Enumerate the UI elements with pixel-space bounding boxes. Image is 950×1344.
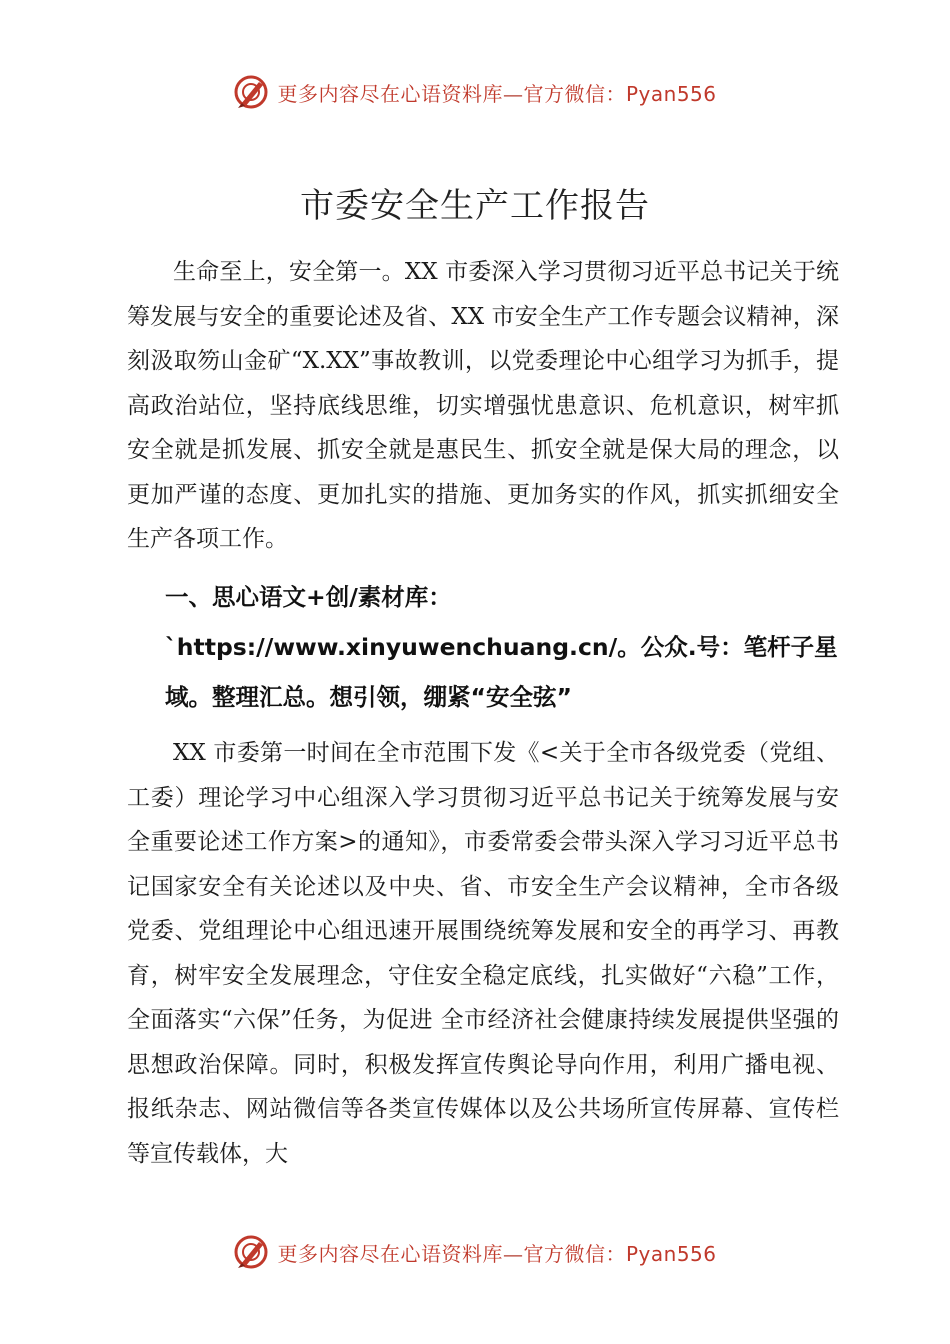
section-heading-1: 一、思心语文+创/素材库：`https://www.xinyuwenchuang.cn/。公众.号：笔杆子星域。整理汇总。想引领，绷紧“安全弦”: [165, 583, 838, 711]
header-watermark-banner: [0, 70, 950, 114]
document-title: 市委安全生产工作报告: [300, 186, 650, 226]
paragraph-intro: 生命至上，安全第一。XX 市委深入学习贯彻习近平总书记关于统筹发展与安全的重要论述及省、XX 市安全生产工作专题会议精神，深刻汲取笏山金矿“X.XX”事故教训，以党委理论中心组学习为抓手，提高政治站位，坚持底线思维，切实增强忧患意识、危机意识，树牢抓安全就是抓发展、抓安全就是惠民生、抓安全就是保大局的理念，以更加严谨的态度、更加扎实的措施、更加务实的作风，抓实抓细安全生产各项工作。: [127, 259, 839, 552]
header-banner-text: 更多内容尽在心语资料库—官方微信：Pyan556: [277, 81, 717, 106]
footer-watermark-banner: [0, 1230, 950, 1274]
paragraph-section-1: XX 市委第一时间在全市范围下发《<关于全市各级党委（党组、工委）理论学习中心组深入学习贯彻习近平总书记关于统筹发展与安全重要论述工作方案>的通知》，市委常委会带头深入学习习近平总书记国家安全有关论述以及中央、省、市安全生产会议精神，全市各级党委、党组理论中心组迅速开展围绕统筹发展和安全的再学习、再教育，树牢安全发展理念，守住安全稳定底线，扎实做好“六稳”工作，全面落实“六保”任务，为促进 全市经济社会健康持续发展提供坚强的思想政治保障。同时，积极发挥宣传舆论导向作用，利用广播电视、报纸杂志、网站微信等各类宣传媒体以及公共场所宣传屏幕、宣传栏等宣传载体，大: [127, 740, 839, 1167]
footer-wechat-id: Pyan556: [625, 1241, 717, 1266]
pen-logo-icon: [233, 74, 269, 110]
header-wechat-id: Pyan556: [625, 81, 717, 106]
pen-logo-icon: [233, 1234, 269, 1270]
footer-banner-text: 更多内容尽在心语资料库—官方微信：Pyan556: [277, 1241, 717, 1266]
